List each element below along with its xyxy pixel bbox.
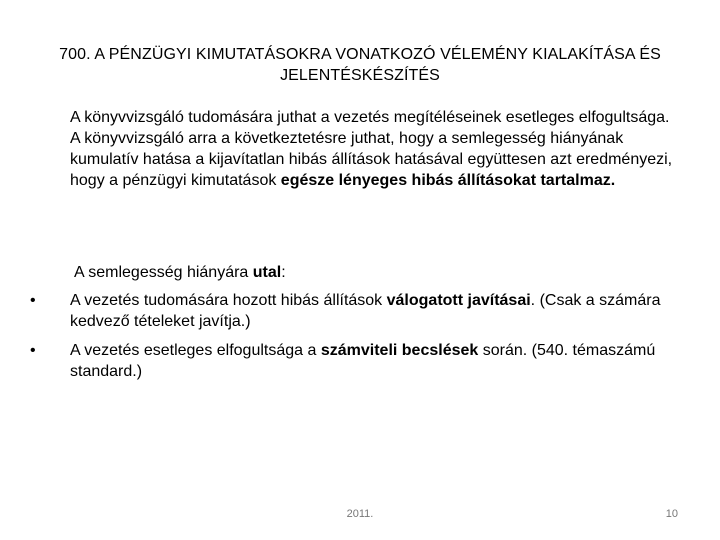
list-item-text: A vezetés esetleges elfogultsága a — [70, 342, 321, 359]
body-paragraph-text: A könyvvizsgáló tudomására juthat a vezetés megítéléseinek esetleges elfogultsága. A könyvvizsgáló arra a következtetésre juthat, hogy a semlegesség hiányának kumulatív hatása a kijavítatlan hibás állítások hatásával együttesen azt eredményezi, hogy a pénzügyi kimutatások — [70, 109, 673, 189]
list-item-bold: válogatott javításai — [386, 292, 531, 309]
slide-title — [40, 44, 680, 86]
list-item-text-end: . (Csak a számára kedvező tételeket javítja.) — [70, 292, 661, 330]
subheading-text: A semlegesség hiányára — [74, 264, 253, 281]
body-paragraph — [70, 107, 680, 191]
list-item — [0, 290, 680, 332]
footer-date: 2011. — [346, 508, 374, 520]
list-item-text-end: során. (540. témaszámú standard.) — [70, 342, 656, 380]
list-item — [0, 340, 680, 382]
bullet-icon: • — [30, 342, 36, 359]
body-paragraph-bold: egésze lényeges hibás állításokat tartalmaz. — [280, 172, 616, 189]
subheading-suffix: : — [281, 264, 286, 281]
list-item-bold: számviteli becslések — [320, 342, 479, 359]
page-number: 10 — [665, 508, 678, 520]
bullet-list — [0, 290, 720, 390]
slide-title-line-1: 700. A PÉNZÜGYI KIMUTATÁSOKRA VONATKOZÓ VÉLEMÉNY KIALAKÍTÁSA ÉS — [59, 46, 661, 63]
subheading — [74, 262, 674, 283]
bullet-icon: • — [30, 292, 36, 309]
subheading-bold: utal — [252, 264, 282, 281]
slide-title-line-2: JELENTÉSKÉSZÍTÉS — [280, 67, 440, 84]
list-item-text: A vezetés tudomására hozott hibás állítások — [70, 292, 387, 309]
